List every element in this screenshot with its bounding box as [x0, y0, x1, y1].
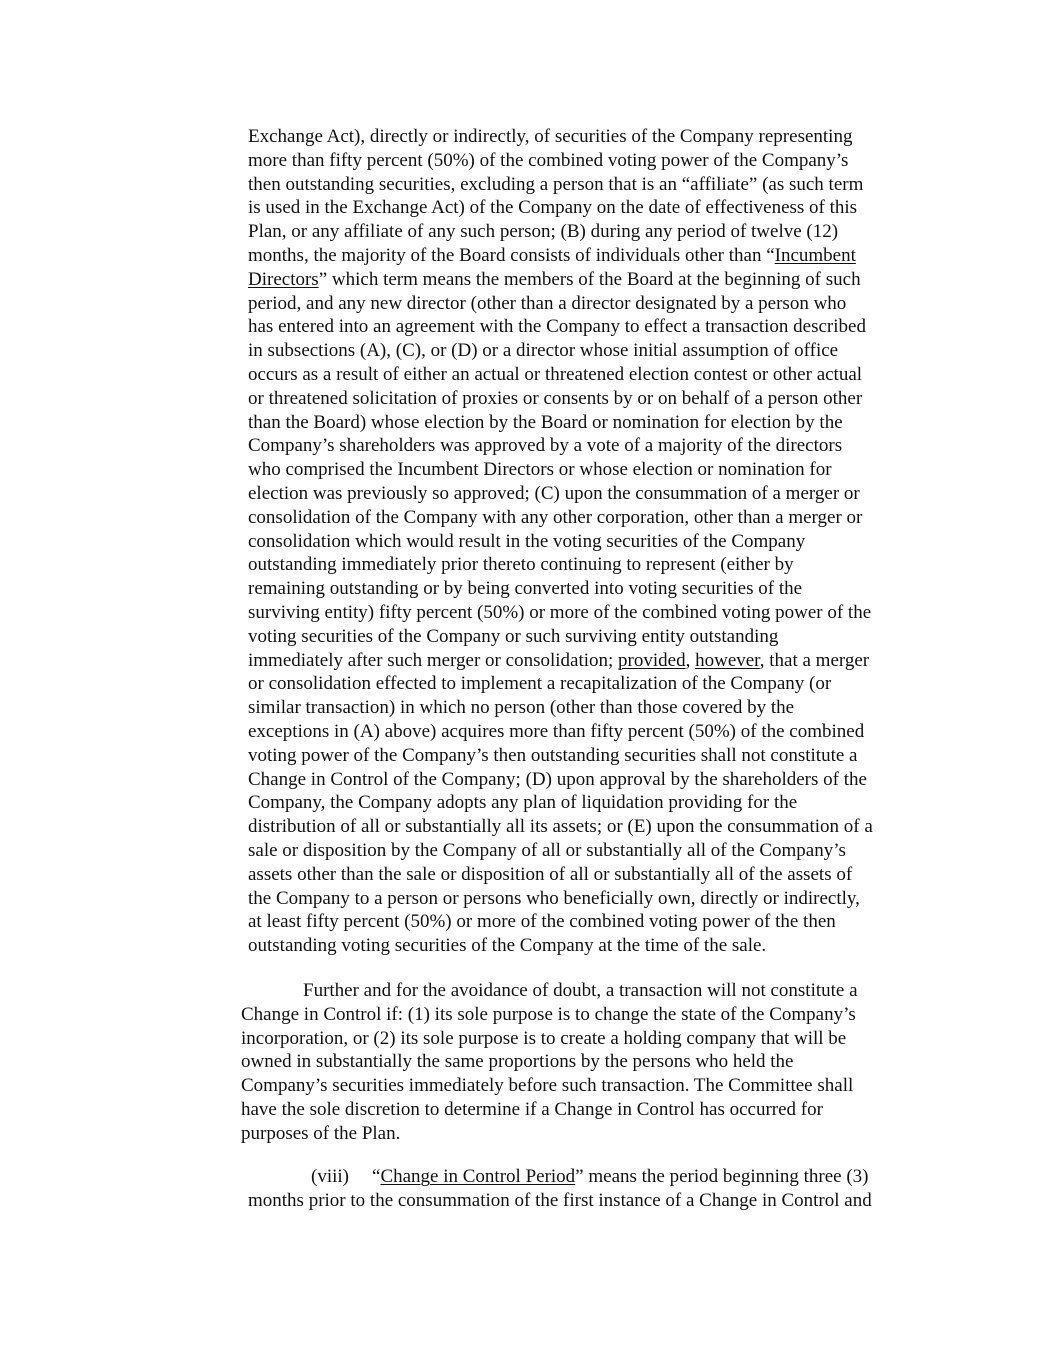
text-line [248, 768, 867, 792]
text-run: purposes of the Plan. [241, 1122, 401, 1144]
text-run: assets other than the sale or disposition of all or substantially all of the assets of [248, 863, 853, 885]
text-run: period, and any new director (other than a director designated by a person who [248, 292, 847, 314]
text-line [248, 672, 831, 696]
text-line [248, 791, 797, 815]
text-line [248, 173, 863, 197]
text-line [248, 268, 861, 292]
text-run: occurs as a result of either an actual or threatened election contest or other actual [248, 364, 863, 385]
text-run: or consolidation effected to implement a recapitalization of the Company (or [248, 673, 832, 695]
text-run: at least fifty percent (50%) or more of the combined voting power of the then [248, 911, 836, 933]
text-run: , [685, 649, 696, 671]
text-line [241, 1098, 823, 1122]
text-run: incorporation, or (2) its sole purpose is to create a holding company that will be [241, 1027, 847, 1049]
text-run: voting power of the Company’s then outstanding securities shall not constitute a [248, 744, 858, 766]
text-run: has entered into an agreement with the Company to effect a transaction described [248, 316, 866, 338]
text-run: months prior to the consummation of the first instance of a Change in Control and [248, 1190, 872, 1211]
text-run: or threatened solicitation of proxies or consents by or on behalf of a person other [248, 387, 863, 409]
text-run: than the Board) whose election by the Board or nomination for election by the [248, 411, 843, 433]
underlined-term: Directors [248, 268, 319, 290]
text-line [248, 815, 873, 839]
text-run: , that a merger [759, 649, 870, 671]
text-run: immediately after such merger or consolidation; [248, 649, 619, 671]
text-line [248, 315, 866, 339]
text-line [248, 434, 842, 458]
text-run: have the sole discretion to determine if a Change in Control has occurred for [241, 1099, 823, 1120]
text-line [248, 292, 846, 316]
text-run: election was previously so approved; (C) upon the consummation of a merger or [248, 483, 860, 504]
text-line [248, 553, 794, 577]
underlined-term: provided [618, 649, 686, 671]
text-run: months, the majority of the Board consists of individuals other than “ [248, 245, 775, 266]
text-line [241, 1122, 400, 1146]
text-line [248, 482, 860, 506]
text-run: Further and for the avoidance of doubt, a transaction will not constitute a [303, 980, 858, 1001]
text-line [248, 696, 794, 720]
text-line [372, 1165, 869, 1189]
text-run: “ [372, 1166, 381, 1187]
text-line [248, 577, 802, 601]
text-line [241, 1003, 856, 1027]
text-line [248, 601, 871, 625]
text-line [248, 244, 856, 268]
text-run: Change in Control of the Company; (D) upon approval by the shareholders of the [248, 768, 867, 790]
text-run: ” which term means the members of the Board at the beginning of such [318, 268, 861, 290]
text-line [248, 720, 864, 744]
text-line [248, 387, 862, 411]
text-line [248, 458, 832, 482]
text-line [248, 196, 857, 220]
text-run: outstanding immediately prior thereto continuing to represent (either by [248, 554, 794, 576]
underlined-term: Incumbent [774, 245, 856, 266]
text-line [248, 530, 805, 554]
text-run: similar transaction) in which no person (other than those covered by the [248, 697, 795, 719]
text-line [248, 220, 838, 244]
text-run: then outstanding securities, excluding a person that is an “affiliate” (as such term [248, 173, 864, 195]
text-run: owned in substantially the same proportions by the persons who held the [241, 1051, 794, 1073]
text-line [248, 910, 836, 934]
text-line [241, 1074, 853, 1098]
text-line [248, 506, 862, 530]
text-run: in subsections (A), (C), or (D) or a director whose initial assumption of office [248, 340, 839, 362]
text-run: is used in the Exchange Act) of the Company on the date of effectiveness of this [248, 197, 858, 219]
text-line [248, 863, 852, 887]
underlined-term: Change in Control Period [380, 1166, 576, 1187]
text-run: Company, the Company adopts any plan of liquidation providing for the [248, 792, 798, 814]
text-run: remaining outstanding or by being converted into voting securities of the [248, 578, 803, 600]
text-run: the Company to a person or persons who beneficially own, directly or indirectly, [248, 887, 860, 909]
text-run: Plan, or any affiliate of any such person; (B) during any period of twelve (12) [248, 221, 839, 243]
text-run: distribution of all or substantially all its assets; or (E) upon the consummation of a [248, 816, 873, 838]
text-run: Change in Control if: (1) its sole purpose is to change the state of the Company’s [241, 1003, 856, 1025]
text-line [248, 149, 848, 173]
text-run: Company’s securities immediately before such transaction. The Committee shall [241, 1075, 854, 1097]
text-line [248, 887, 860, 911]
text-line [248, 1189, 872, 1213]
text-run: ” means the period beginning three (3) [575, 1166, 869, 1187]
text-run: outstanding voting securities of the Company at the time of the sale. [248, 935, 767, 957]
text-line [241, 1050, 794, 1074]
text-run: Company’s shareholders was approved by a vote of a majority of the directors [248, 435, 843, 457]
text-line [248, 363, 862, 387]
underlined-term: however [695, 649, 760, 671]
text-run: more than fifty percent (50%) of the combined voting power of the Company’s [248, 149, 849, 171]
text-line [248, 839, 846, 863]
text-run: consolidation which would result in the voting securities of the Company [248, 530, 806, 552]
text-line [303, 979, 858, 1003]
text-line [248, 339, 838, 363]
text-run: sale or disposition by the Company of all or substantially all of the Company’s [248, 840, 846, 861]
text-line [248, 934, 766, 958]
text-line [248, 744, 857, 768]
text-run: exceptions in (A) above) acquires more than fifty percent (50%) of the combined [248, 721, 865, 742]
text-line [248, 411, 843, 435]
section-number: (viii) [311, 1166, 349, 1187]
text-run: who comprised the Incumbent Directors or whose election or nomination for [248, 459, 832, 481]
text-line [248, 649, 869, 673]
text-line [248, 625, 778, 649]
text-run: consolidation of the Company with any other corporation, other than a merger or [248, 506, 863, 528]
text-run: voting securities of the Company or such surviving entity outstanding [248, 625, 779, 647]
text-line [248, 125, 852, 149]
text-line [241, 1027, 846, 1051]
text-run: surviving entity) fifty percent (50%) or more of the combined voting power of the [248, 602, 872, 623]
text-run: Exchange Act), directly or indirectly, of securities of the Company representing [248, 126, 853, 147]
